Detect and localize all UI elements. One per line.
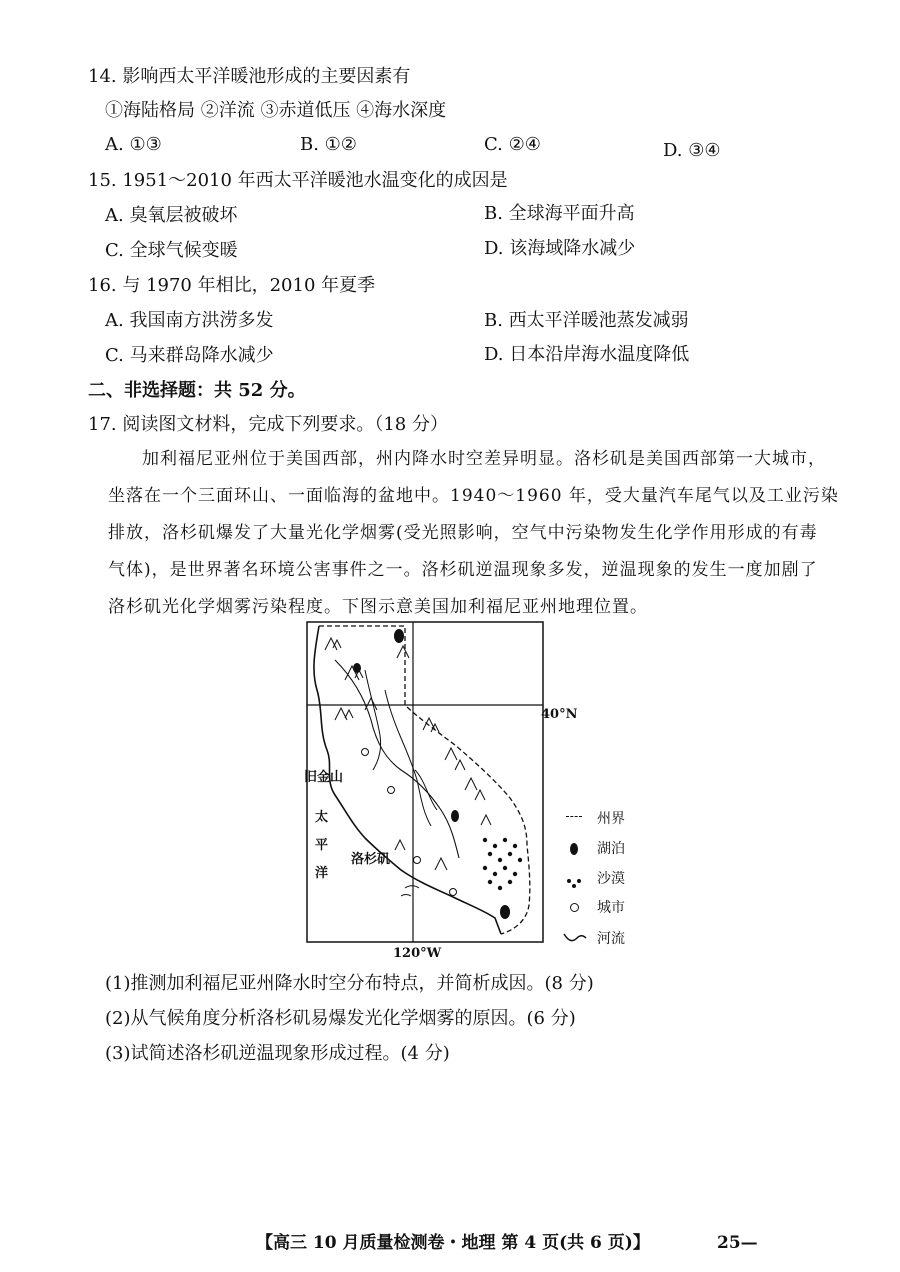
desert-dots-icon	[566, 873, 582, 883]
q15-option-d: D. 该海域降水减少	[484, 238, 636, 259]
q16-option-c: C. 马来群岛降水减少	[105, 345, 274, 366]
q17-sub2: (2)从气候角度分析洛杉矶易爆发光化学烟雾的原因。(6 分)	[105, 1008, 576, 1029]
q15-option-c: C. 全球气候变暖	[105, 240, 238, 261]
q15-option-b: B. 全球海平面升高	[484, 203, 635, 224]
ocean-label-1: 太	[315, 810, 329, 825]
longitude-label: 120°W	[393, 946, 442, 961]
legend-label: 城市	[597, 900, 625, 916]
q14-stem: 14. 影响西太平洋暖池形成的主要因素有	[88, 66, 411, 87]
q16-option-a: A. 我国南方洪涝多发	[105, 310, 274, 331]
footer-code: 25—	[717, 1233, 758, 1253]
footer-title: 【高三 10 月质量检测卷・地理 第 4 页(共 6 页)】	[256, 1233, 650, 1253]
q17-sub3: (3)试简述洛杉矶逆温现象形成过程。(4 分)	[105, 1043, 450, 1064]
california-map	[304, 620, 578, 961]
passage-line: 加利福尼亚州位于美国西部，州内降水时空差异明显。洛杉矶是美国西部第一大城市，	[142, 449, 826, 469]
section-heading: 二、非选择题：共 52 分。	[88, 380, 306, 401]
passage-line: 排放，洛杉矶爆发了大量光化学烟雾(受光照影响，空气中污染物发生化学作用形成的有毒	[108, 523, 818, 543]
q14-option-d: D. ③④	[663, 140, 721, 161]
q17-sub1: (1)推测加利福尼亚州降水时空分布特点，并简析成因。(8 分)	[105, 973, 594, 994]
legend-label: 州界	[597, 811, 625, 827]
la-label: 洛杉矶	[351, 852, 391, 867]
lake-icon	[570, 843, 578, 855]
q14-option-c: C. ②④	[484, 134, 541, 155]
map-svg	[305, 620, 545, 950]
passage-line: 坐落在一个三面环山、一面临海的盆地中。1940～1960 年，受大量汽车尾气以及工业污染	[108, 486, 839, 506]
q16-stem: 16. 与 1970 年相比，2010 年夏季	[88, 275, 376, 296]
passage-line: 气体)，是世界著名环境公害事件之一。洛杉矶逆温现象多发，逆温现象的发生一度加剧了	[108, 560, 818, 580]
sf-label: 旧金山	[304, 770, 344, 785]
legend-label: 河流	[597, 931, 625, 947]
legend-label: 沙漠	[597, 871, 625, 887]
q14-option-a: A. ①③	[105, 134, 162, 155]
ocean-label-2: 平	[315, 838, 329, 853]
q14-option-b: B. ①②	[300, 134, 357, 155]
q15-stem: 15. 1951～2010 年西太平洋暖池水温变化的成因是	[88, 170, 508, 191]
q17-passage	[108, 441, 839, 626]
q16-option-d: D. 日本沿岸海水温度降低	[484, 344, 690, 365]
city-circle-icon	[570, 903, 579, 912]
q14-items: ①海陆格局 ②洋流 ③赤道低压 ④海水深度	[105, 100, 447, 121]
latitude-label: 40°N	[541, 707, 578, 722]
passage-line: 洛杉矶光化学烟雾污染程度。下图示意美国加利福尼亚州地理位置。	[108, 597, 648, 617]
q15-option-a: A. 臭氧层被破坏	[105, 205, 238, 226]
q17-stem: 17. 阅读图文材料，完成下列要求。（18 分）	[88, 414, 448, 435]
legend-label: 湖泊	[597, 841, 625, 857]
ocean-label-3: 洋	[315, 866, 329, 881]
dash-line-icon	[566, 816, 582, 817]
q16-option-b: B. 西太平洋暖池蒸发减弱	[484, 310, 689, 331]
river-icon	[563, 929, 587, 941]
